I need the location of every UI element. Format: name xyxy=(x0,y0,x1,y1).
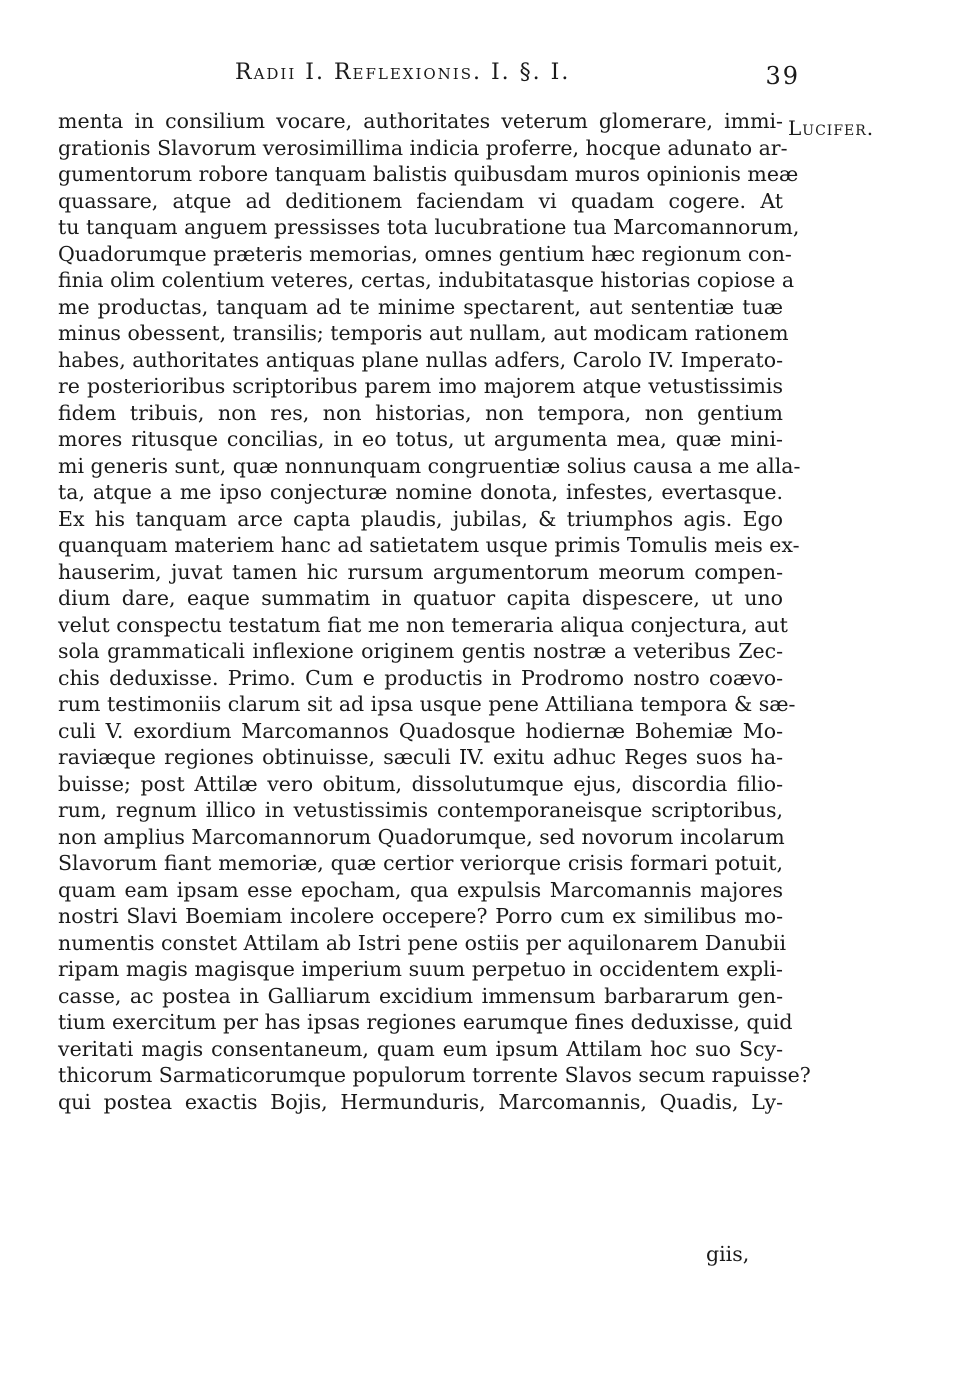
text-line: buisse; post Attilæ vero obitum, dissolutumque ejus, discordia filio- xyxy=(58,771,783,796)
text-line: sola grammaticali inflexione originem gentis nostræ a veteribus Zec- xyxy=(58,639,783,663)
margin-note: Lucifer. xyxy=(788,116,875,140)
text-line: tu tanquam anguem pressisses tota lucubratione tua Marcomannorum, xyxy=(58,215,800,239)
text-line: finia olim colentium veteres, certas, indubitatasque historias copiose a xyxy=(58,268,795,292)
text-line: ripam magis magisque imperium suum perpetuo in occidentem expli- xyxy=(58,957,783,981)
body-text xyxy=(58,108,811,1115)
text-line: casse, ac postea in Galliarum excidium immensum barbararum gen- xyxy=(58,983,783,1008)
text-line: thicorum Sarmaticorumque populorum torrente Slavos secum rapuisse? xyxy=(58,1063,811,1087)
text-line: raviæque regiones obtinuisse, sæculi IV. exitu adhuc Reges suos ha- xyxy=(58,745,783,769)
page-header xyxy=(60,58,800,92)
text-line: rum testimoniis clarum sit ad ipsa usque pene Attiliana tempora & sæ- xyxy=(58,692,796,716)
text-line: re posterioribus scriptoribus parem imo majorem atque vetustissimis xyxy=(58,374,783,398)
text-line: tium exercitum per has ipsas regiones earumque fines deduxisse, quid xyxy=(58,1010,793,1034)
text-line: dium dare, eaque summatim in quatuor capita dispescere, ut uno xyxy=(58,586,783,610)
text-line: culi V. exordium Marcomannos Quadosque hodiernæ Bohemiæ Mo- xyxy=(58,718,783,743)
catchword: giis, xyxy=(706,1242,750,1266)
text-line: quassare, atque ad deditionem faciendam vi quadam cogere. At xyxy=(58,188,783,213)
text-line: rum, regnum illico in vetustissimis contemporaneisque scriptoribus, xyxy=(58,798,783,822)
text-line: non amplius Marcomannorum Quadorumque, sed novorum incolarum xyxy=(58,824,785,849)
text-line: habes, authoritates antiquas plane nullas adfers, Carolo IV. Imperato- xyxy=(58,347,783,372)
text-line: numentis constet Attilam ab Istri pene ostiis per aquilonarem Danubii xyxy=(58,930,787,955)
text-line: menta in consilium vocare, authoritates veterum glomerare, immi- xyxy=(58,109,783,133)
text-line: hauserim, juvat tamen hic rursum argumentorum meorum compen- xyxy=(58,559,783,584)
text-line: Quadorumque præteris memorias, omnes gentium hæc regionum con- xyxy=(58,241,792,266)
text-line: veritati magis consentaneum, quam eum ipsum Attilam hoc suo Scy- xyxy=(58,1036,783,1061)
text-line: grationis Slavorum verosimillima indicia proferre, hocque adunato ar- xyxy=(58,135,788,160)
text-line: ta, atque a me ipso conjecturæ nomine donota, infestes, evertasque. xyxy=(58,480,783,504)
text-line: mores ritusque concilias, in eo totus, ut argumenta mea, quæ mini- xyxy=(58,427,783,451)
text-line: mi generis sunt, quæ nonnunquam congruentiæ solius causa a me alla- xyxy=(58,453,801,478)
text-line: gumentorum robore tanquam balistis quibusdam muros opinionis meæ xyxy=(58,162,799,186)
text-line: qui postea exactis Bojis, Hermunduris, Marcomannis, Quadis, Ly- xyxy=(58,1089,783,1114)
text-line: Slavorum fiant memoriæ, quæ certior veriorque crisis formari potuit, xyxy=(58,851,783,875)
text-line: minus obessent, transilis; temporis aut nullam, aut modicam rationem xyxy=(58,321,789,345)
text-line: chis deduxisse. Primo. Cum e productis in Prodromo nostro coævo- xyxy=(58,665,783,690)
text-line: me productas, tanquam ad te minime spectarent, aut sententiæ tuæ xyxy=(58,294,783,319)
text-line: Ex his tanquam arce capta plaudis, jubilas, & triumphos agis. Ego xyxy=(58,506,783,531)
page-number: 39 xyxy=(765,62,800,90)
text-line: velut conspectu testatum fiat me non temeraria aliqua conjectura, aut xyxy=(58,612,788,637)
text-line: quanquam materiem hanc ad satietatem usque primis Tomulis meis ex- xyxy=(58,533,800,557)
text-line: nostri Slavi Boemiam incolere occepere? Porro cum ex similibus mo- xyxy=(58,904,783,928)
text-line: fidem tribuis, non res, non historias, non tempora, non gentium xyxy=(58,400,783,425)
running-head: Radii I. Reflexionis. I. §. I. xyxy=(235,60,571,85)
text-line: quam eam ipsam esse epocham, qua expulsis Marcomannis majores xyxy=(58,877,783,902)
